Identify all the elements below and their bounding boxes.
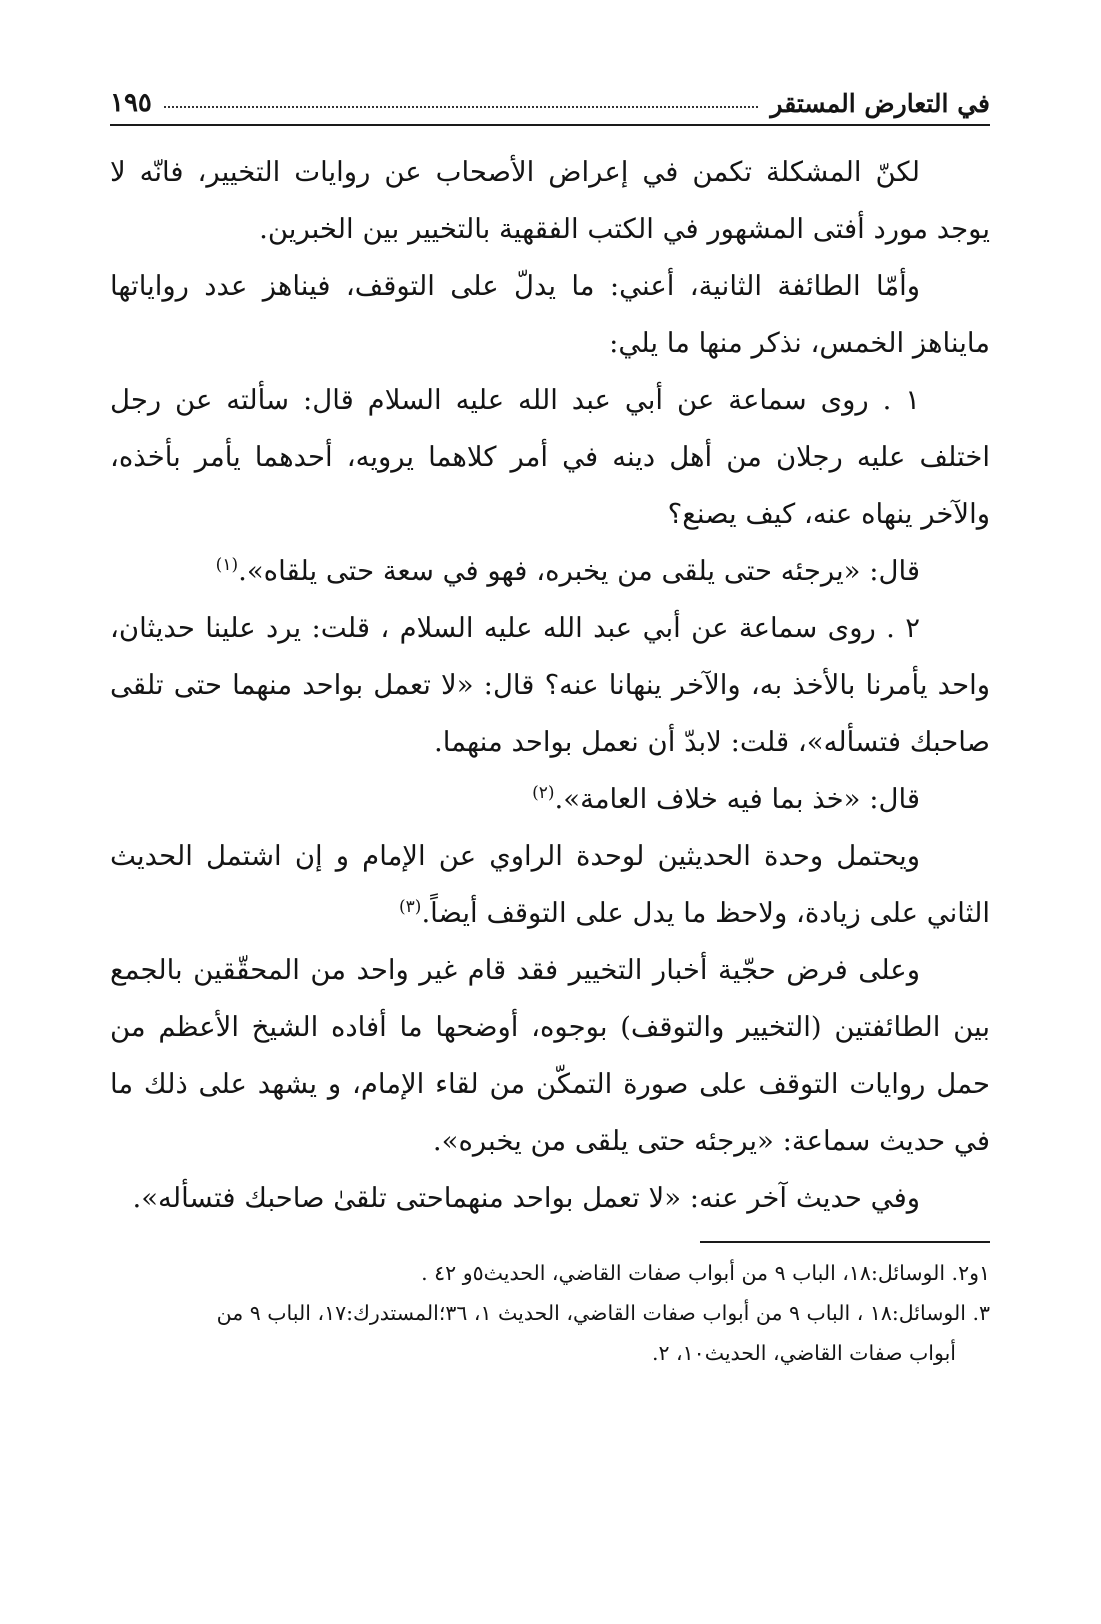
footnote-mark-1: (١) xyxy=(215,554,239,575)
footnote-mark-2: (٢) xyxy=(532,782,555,803)
footnote-3-line-1: ٣. الوسائل:١٨ ، الباب ٩ من أبواب صفات القاضي، الحديث ١، ٣٦؛المستدرك:١٧، الباب ٩ من xyxy=(216,1301,990,1325)
header-dotted-leader xyxy=(164,106,759,108)
paragraph-7-text: ويحتمل وحدة الحديثين لوحدة الراوي عن الإمام و إن اشتمل الحديث الثاني على زيادة، ولاحظ ما يدل على التوقف أيضاً. xyxy=(110,840,990,929)
paragraph-7 xyxy=(110,828,990,942)
footnote-mark-3: (٣) xyxy=(399,896,422,917)
running-head: في التعارض المستقر xyxy=(770,89,990,118)
paragraph-1: لكنّ المشكلة تكمن في إعراض الأصحاب عن روايات التخيير، فانّه لا يوجد مورد أفتى المشهور في الكتب الفقهية بالتخيير بين الخبرين. xyxy=(110,156,990,245)
footnote-3-line-2: أبواب صفات القاضي، الحديث١٠، ٢. xyxy=(651,1341,956,1365)
footnote-separator xyxy=(700,1241,990,1243)
body-text xyxy=(110,144,990,1227)
paragraph-4-text: قال: «يرجئه حتى يلقى من يخبره، فهو في سعة حتى يلقاه». xyxy=(238,555,920,587)
page-header xyxy=(110,70,990,126)
page-number: ١٩٥ xyxy=(110,88,152,118)
footnotes xyxy=(110,1253,990,1373)
paragraph-2: وأمّا الطائفة الثانية، أعني: ما يدلّ على التوقف، فيناهز عدد رواياتها مايناهز الخمس، نذكر منها ما يلي: xyxy=(110,270,990,359)
paragraph-3: ١ . روى سماعة عن أبي عبد الله عليه السلام قال: سألته عن رجل اختلف عليه رجلان من أهل دينه في أمر كلاهما يرويه، أحدهما يأمر بأخذه، والآخر ينهاه عنه، كيف يصنع؟ xyxy=(110,384,990,530)
paragraph-5: ٢ . روى سماعة عن أبي عبد الله عليه السلام ، قلت: يرد علينا حديثان، واحد يأمرنا بالأخذ به، والآخر ينهانا عنه؟ قال: «لا تعمل بواحد منهما حتى تلقى صاحبك فتسأله»، قلت: لابدّ أن نعمل بواحد منهما. xyxy=(110,612,990,758)
paragraph-6-text: قال: «خذ بما فيه خلاف العامة». xyxy=(554,783,920,815)
paragraph-4 xyxy=(110,543,990,600)
paragraph-8: وعلى فرض حجّية أخبار التخيير فقد قام غير واحد من المحقّقين بالجمع بين الطائفتين (التخيير والتوقف) بوجوه، أوضحها ما أفاده الشيخ الأعظم من حمل روايات التوقف على صورة التمكّن من لقاء الإمام، و يشهد على ذلك ما في حديث سماعة: «يرجئه حتى يلقى من يخبره». xyxy=(110,954,990,1157)
book-page xyxy=(110,70,990,1570)
paragraph-6 xyxy=(110,771,990,828)
footnote-1-2: ١و٢. الوسائل:١٨، الباب ٩ من أبواب صفات القاضي، الحديث٥و ٤٢ . xyxy=(421,1261,990,1285)
paragraph-9: وفي حديث آخر عنه: «لا تعمل بواحد منهماحتى تلقىٰ صاحبك فتسأله». xyxy=(132,1182,920,1214)
